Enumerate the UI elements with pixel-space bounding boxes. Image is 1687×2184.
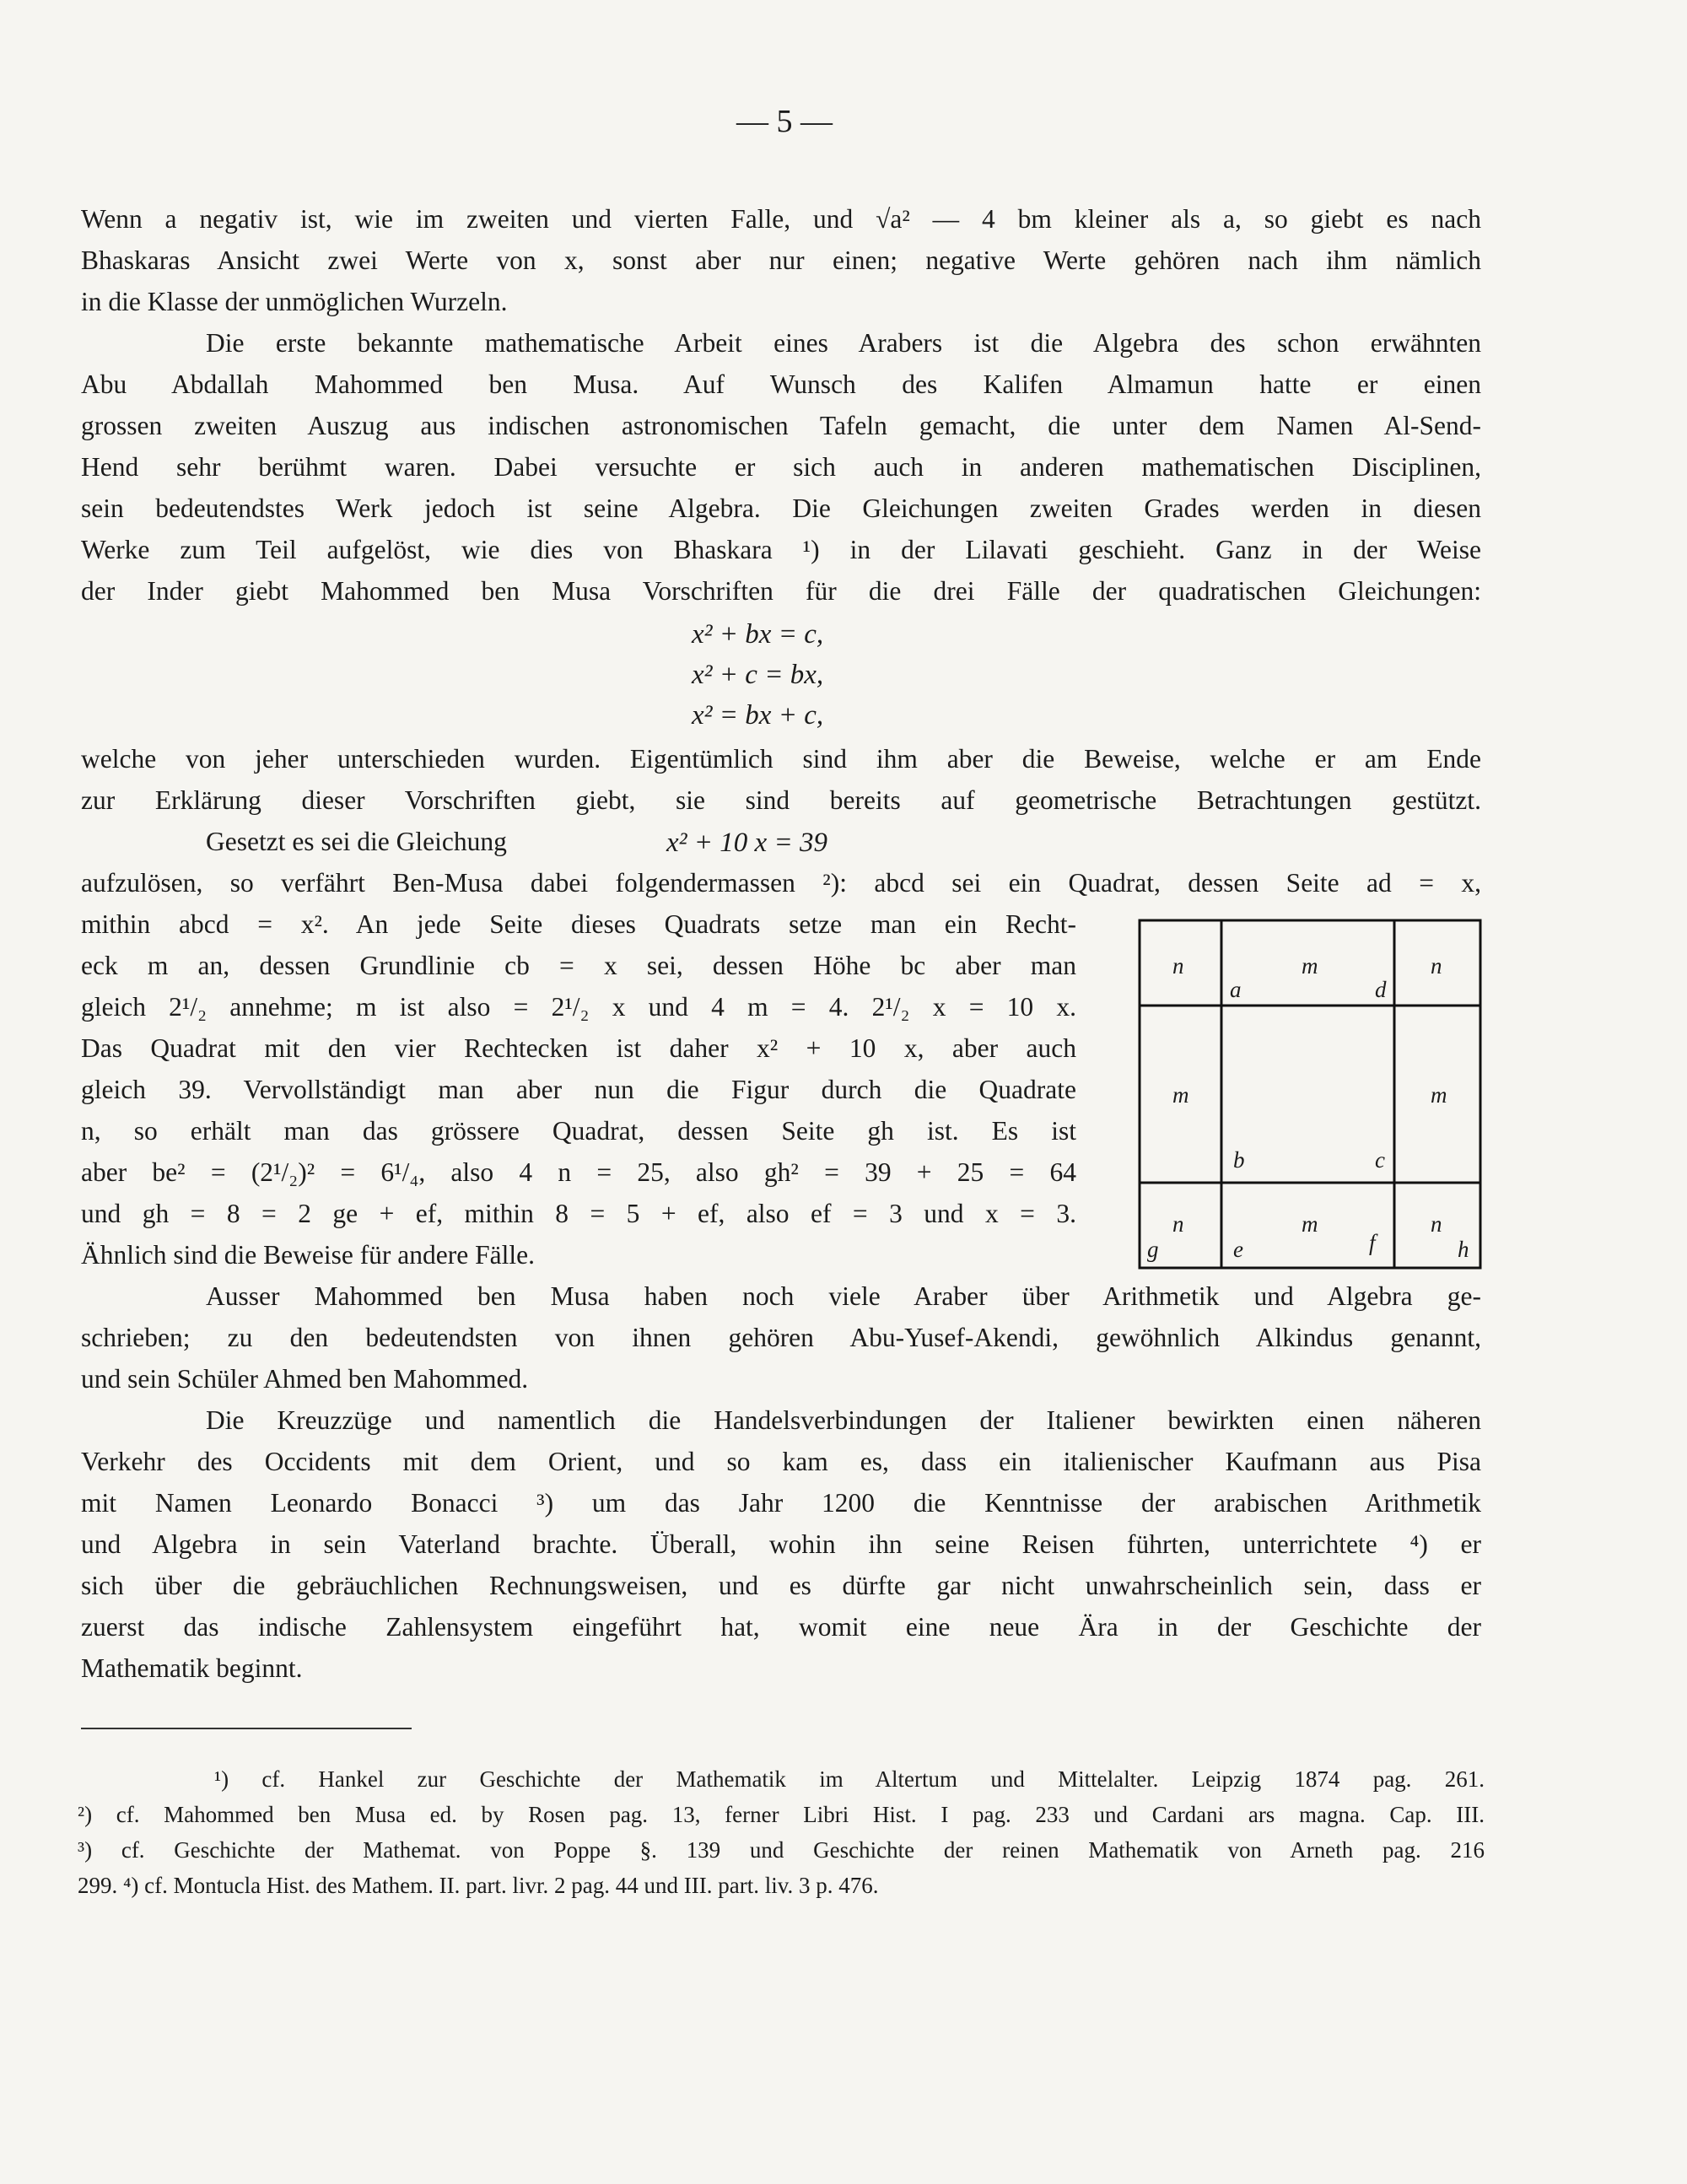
text-line: und sein Schüler Ahmed ben Mahommed.	[81, 1364, 529, 1394]
label-g: g	[1147, 1237, 1159, 1262]
label-c: c	[1375, 1147, 1385, 1173]
label-e: e	[1233, 1237, 1243, 1262]
text-line: der Inder giebt Mahommed ben Musa Vorschriften für die drei Fälle der quadratischen Gleichungen:	[81, 576, 1481, 606]
label-d: d	[1375, 977, 1387, 1002]
text-line: n, so erhält man das grössere Quadrat, dessen Seite gh ist. Es ist	[81, 1116, 1076, 1146]
text-line: grossen zweiten Auszug aus indischen astronomischen Tafeln gemacht, die unter dem Namen Al-Send-	[81, 411, 1481, 440]
equation: x² + bx = c,	[692, 619, 824, 650]
text-line: Mathematik beginnt.	[81, 1653, 303, 1683]
text-line: und gh = 8 = 2 ge + ef, mithin 8 = 5 + ef, also ef = 3 und x = 3.	[81, 1199, 1076, 1228]
text-line: welche von jeher unterschieden wurden. Eigentümlich sind ihm aber die Beweise, welche er am Ende	[81, 744, 1481, 774]
text-line: Ausser Mahommed ben Musa haben noch viele Araber über Arithmetik und Algebra ge-	[206, 1281, 1481, 1311]
label-m: m	[1431, 1082, 1447, 1108]
text-line: Werke zum Teil aufgelöst, wie dies von Bhaskara ¹) in der Lilavati geschieht. Ganz in der Weise	[81, 535, 1481, 564]
inline-equation: x² + 10 x = 39	[666, 828, 827, 858]
text-line: zuerst das indische Zahlensystem eingeführt hat, womit eine neue Ära in der Geschichte der	[81, 1612, 1481, 1642]
footnote: 299. ⁴) cf. Montucla Hist. des Mathem. II. part. livr. 2 pag. 44 und III. part. liv. 3 p. 476.	[78, 1873, 879, 1898]
text-line: aufzulösen, so verfährt Ben-Musa dabei folgendermassen ²): abcd sei ein Quadrat, dessen Seite ad = x,	[81, 868, 1481, 898]
footnote: ²) cf. Mahommed ben Musa ed. by Rosen pag. 13, ferner Libri Hist. I pag. 233 und Cardani ars magna. Cap. III.	[78, 1802, 1485, 1827]
text-line: Verkehr des Occidents mit dem Orient, und so kam es, dass ein italienischer Kaufmann aus Pisa	[81, 1447, 1481, 1476]
text-line: Gesetzt es sei die Gleichung	[206, 827, 507, 856]
text-line: eck m an, dessen Grundlinie cb = x sei, dessen Höhe bc aber man	[81, 951, 1076, 980]
label-f: f	[1369, 1230, 1376, 1255]
text-line: schrieben; zu den bedeutendsten von ihnen gehören Abu-Yusef-Akendi, gewöhnlich Alkindus genannt,	[81, 1323, 1481, 1352]
label-n: n	[1431, 1211, 1442, 1237]
equation: x² + c = bx,	[692, 660, 824, 690]
label-n: n	[1172, 953, 1184, 979]
text-line: Hend sehr berühmt waren. Dabei versuchte er sich auch in anderen mathematischen Disciplinen,	[81, 452, 1481, 482]
text-line: sein bedeutendstes Werk jedoch ist seine Algebra. Die Gleichungen zweiten Grades werden in diesen	[81, 493, 1481, 523]
page-number: — 5 —	[736, 104, 833, 139]
text-line: Die erste bekannte mathematische Arbeit eines Arabers ist die Algebra des schon erwähnten	[206, 328, 1481, 358]
footnote: ¹) cf. Hankel zur Geschichte der Mathematik im Altertum und Mittelalter. Leipzig 1874 pag. 261.	[214, 1766, 1485, 1792]
text-line: Das Quadrat mit den vier Rechtecken ist daher x² + 10 x, aber auch	[81, 1033, 1076, 1063]
label-m: m	[1302, 1211, 1318, 1237]
footnote-rule	[81, 1728, 412, 1729]
label-m: m	[1302, 953, 1318, 979]
label-a: a	[1230, 977, 1242, 1002]
text-line: zur Erklärung dieser Vorschriften giebt, sie sind bereits auf geometrische Betrachtungen gestützt.	[81, 785, 1481, 815]
label-n: n	[1431, 953, 1442, 979]
text-line: mithin abcd = x². An jede Seite dieses Quadrats setze man ein Recht-	[81, 909, 1076, 939]
label-b: b	[1233, 1147, 1245, 1173]
text-line: in die Klasse der unmöglichen Wurzeln.	[81, 287, 508, 316]
text-line: Wenn a negativ ist, wie im zweiten und vierten Falle, und √a² — 4 bm kleiner als a, so giebt es nach	[81, 204, 1481, 234]
text-line: Abu Abdallah Mahommed ben Musa. Auf Wunsch des Kalifen Almamun hatte er einen	[81, 369, 1481, 399]
label-m: m	[1172, 1082, 1189, 1108]
text-line: Die Kreuzzüge und namentlich die Handelsverbindungen der Italiener bewirkten einen näheren	[206, 1405, 1481, 1435]
text-line: aber be² = (2¹/₂)² = 6¹/₄, also 4 n = 25, also gh² = 39 + 25 = 64	[81, 1157, 1076, 1187]
text-line: mit Namen Leonardo Bonacci ³) um das Jahr 1200 die Kenntnisse der arabischen Arithmetik	[81, 1488, 1481, 1518]
text-line: gleich 39. Vervollständigt man aber nun die Figur durch die Quadrate	[81, 1075, 1076, 1104]
text-line: Bhaskaras Ansicht zwei Werte von x, sonst aber nur einen; negative Werte gehören nach ihm nämlich	[81, 245, 1481, 275]
label-h: h	[1458, 1237, 1469, 1262]
equation: x² = bx + c,	[692, 700, 824, 731]
label-n: n	[1172, 1211, 1184, 1237]
text-line: sich über die gebräuchlichen Rechnungsweisen, und es dürfte gar nicht unwahrscheinlich sein, dass er	[81, 1571, 1481, 1600]
text-line: und Algebra in sein Vaterland brachte. Überall, wohin ihn seine Reisen führten, unterrichtete ⁴) er	[81, 1529, 1481, 1559]
footnote: ³) cf. Geschichte der Mathemat. von Poppe §. 139 und Geschichte der reinen Mathematik von Arneth pag. 216	[78, 1837, 1485, 1863]
text-line: gleich 2¹/₂ annehme; m ist also = 2¹/₂ x und 4 m = 4. 2¹/₂ x = 10 x.	[81, 992, 1076, 1022]
text-line: Ähnlich sind die Beweise für andere Fälle.	[81, 1240, 535, 1270]
square-figure	[1137, 918, 1483, 1270]
